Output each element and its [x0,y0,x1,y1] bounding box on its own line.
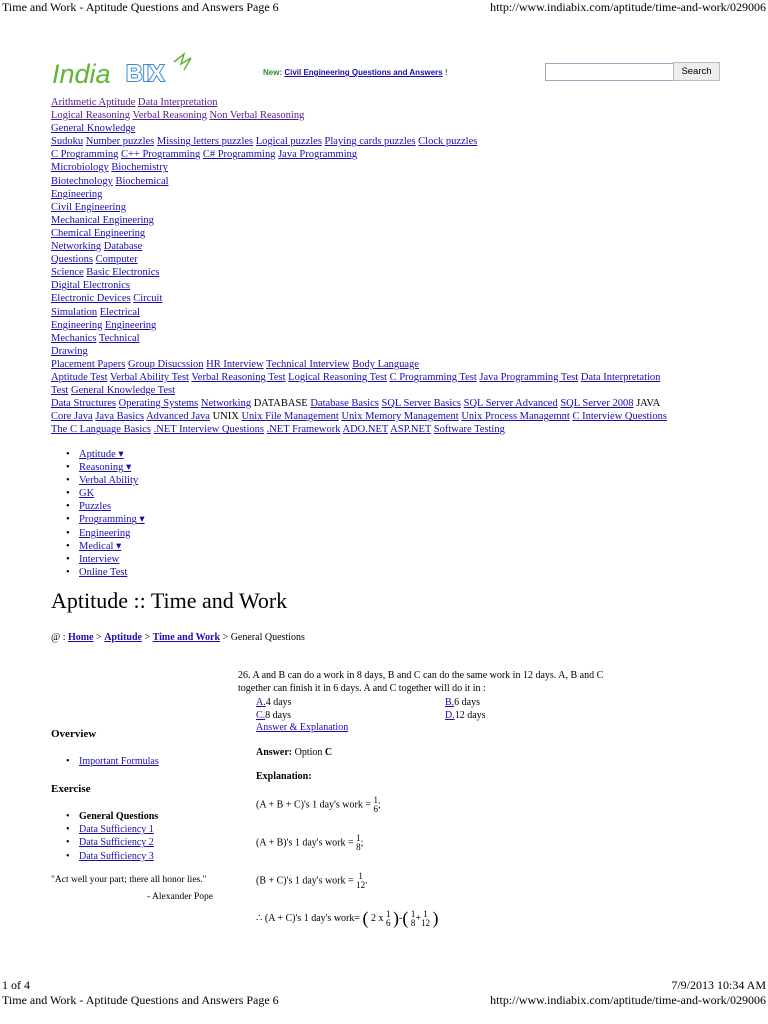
exercise-heading: Exercise [51,783,91,795]
menu-link[interactable]: Puzzles [79,501,112,513]
menu-item [66,474,145,487]
denominator: 12 [356,880,366,890]
fraction [373,796,378,814]
denominator: 8 [410,917,416,928]
menu-link[interactable]: Reasoning ▾ [79,462,132,474]
nav-link[interactable]: SQL Server Advanced [463,398,558,410]
nav-link[interactable]: Verbal Reasoning Test [191,371,286,383]
quote-author: - Alexander Pope [147,892,213,902]
breadcrumb-prefix: @ : [51,632,68,643]
menu-link[interactable]: GK [79,488,95,500]
nav-link[interactable]: Java Programming [278,149,358,161]
nav-link-row [51,253,711,266]
numerator: 1 [423,908,428,919]
nav-link[interactable]: Operating Systems [118,398,199,410]
exercise-current: General Questions [79,811,159,822]
exercise-item [66,836,158,849]
fraction [386,910,391,928]
nav-link-row [51,384,711,397]
nav-link[interactable]: Engineering [104,319,157,331]
fraction [411,910,416,928]
fraction [421,910,430,928]
nav-link-row [51,175,711,188]
breadcrumb-current: General Questions [230,632,305,643]
numerator: 1 [373,795,378,805]
nav-link[interactable]: Data Interpretation [137,97,218,108]
nav-link[interactable]: Drawing [51,345,88,357]
option-b [445,697,480,708]
equation-3-text: (B + C)'s 1 day's work = [256,875,354,887]
footer-url: http://www.indiabix.com/aptitude/time-and-work/029006 [490,993,766,1007]
nav-link[interactable]: Verbal Reasoning [132,110,207,122]
nav-link-row [51,96,711,109]
quote-text: "Act well your part; there all honor lies." [51,875,207,885]
nav-link[interactable]: C Interview Questions [572,411,667,423]
announcement-suffix: ! [442,68,448,77]
nav-link[interactable]: Microbiology [51,162,109,174]
nav-link[interactable]: Data Structures [51,398,117,410]
equation-1-text: (A + B + C)'s 1 day's work = [256,799,371,811]
announcement [263,68,448,77]
overview-item [66,755,159,768]
nav-link[interactable]: ADO.NET [342,424,389,436]
footer-title: Time and Work - Aptitude Questions and Answers Page 6 [2,993,279,1007]
logo-graphic [50,52,200,92]
nav-link-row [51,358,711,371]
nav-link-row [51,410,711,423]
print-url: http://www.indiabix.com/aptitude/time-and-work/029006 [490,0,766,14]
nav-plain-text: JAVA [636,398,661,410]
nav-link[interactable]: Clock puzzles [418,136,478,148]
menu-item [66,448,145,461]
overview-heading: Overview [51,728,97,740]
nav-link[interactable]: Test [51,385,69,397]
nav-link-row [51,279,711,292]
nav-link[interactable]: Mechanical Engineering [51,214,154,226]
nav-link-row [51,240,711,253]
data-sufficiency-3-link[interactable]: Data Sufficiency 3 [79,850,154,862]
main-menu [66,448,145,579]
nav-link-row [51,227,711,240]
nav-link-row [51,292,711,305]
menu-item [66,540,145,553]
announcement-prefix: New: [263,68,285,77]
breadcrumb-sep: > [93,632,105,643]
print-title: Time and Work - Aptitude Questions and Answers Page 6 [2,0,279,14]
nav-link[interactable]: Playing cards puzzles [324,136,416,148]
data-sufficiency-1-link[interactable]: Data Sufficiency 1 [79,824,154,836]
nav-link[interactable]: SQL Server Basics [381,398,461,410]
nav-link[interactable]: Digital Electronics [51,280,131,292]
menu-link[interactable]: Engineering [79,527,131,539]
nav-link[interactable]: Unix File Management [241,411,339,423]
nav-link[interactable]: Basic Electronics [86,267,160,279]
nav-link[interactable]: .NET Interview Questions [153,424,264,436]
nav-link-row [51,306,711,319]
answer-value: Option [292,747,325,758]
equation-1: (A + B + C)'s 1 day's work = 1 6 ; [256,795,381,814]
nav-link-row [51,371,711,384]
nav-link-row [51,345,711,358]
nav-link-row [51,161,711,174]
nav-link[interactable]: Java Basics [95,411,145,423]
search-button[interactable]: Search [673,62,720,81]
option-b-text: 6 days [454,697,481,708]
nav-link[interactable]: Sudoku [51,136,84,148]
nav-link[interactable]: Simulation [51,306,98,318]
overview-list [66,755,159,768]
nav-link[interactable]: Database [103,241,143,253]
exercise-item [66,810,158,823]
explanation-label: Explanation: [256,771,312,782]
nav-link-row [51,135,711,148]
nav-link[interactable]: Technical Interview [266,358,350,370]
numerator: 1 [358,871,363,881]
menu-link[interactable]: Interview [79,553,120,565]
question-number: 26. [238,670,251,681]
option-a-key[interactable]: A. [256,697,266,708]
nav-link-row [51,397,711,410]
nav-link[interactable]: Body Language [352,358,419,370]
breadcrumb [51,632,305,643]
question-block [238,670,628,695]
nav-link[interactable]: ASP.NET [390,424,432,436]
menu-item [66,487,145,500]
nav-link[interactable]: Advanced Java [146,411,210,423]
page-title: Aptitude :: Time and Work [51,588,288,613]
option-a [256,697,292,708]
menu-item [66,566,145,579]
nav-link[interactable]: Placement Papers [51,358,126,370]
nav-link[interactable]: Mechanics [51,332,97,344]
menu-link[interactable]: Programming ▾ [79,514,145,526]
answer-explanation-link[interactable]: Answer & Explanation [256,722,349,733]
nav-link[interactable]: Biotechnology [51,175,113,187]
nav-link[interactable]: C++ Programming [121,149,201,161]
answer-line [256,747,332,758]
fraction [356,872,365,890]
denominator: 8 [356,842,361,852]
equation-4-text: ∴ (A + C)'s 1 day's work= [256,912,361,924]
nav-link[interactable]: Software Testing [433,424,505,436]
nav-link[interactable]: Networking [51,241,102,253]
nav-link[interactable]: Missing letters puzzles [156,136,254,148]
nav-link[interactable]: Electrical [99,306,140,318]
nav-link[interactable]: SQL Server 2008 [560,398,634,410]
equation-4-two: 2 x [371,912,384,924]
answer-option: C [324,747,333,758]
nav-link[interactable]: Verbal Ability Test [109,371,189,383]
option-c-key[interactable]: C. [256,710,266,721]
nav-link-row [51,201,711,214]
nav-link-row [51,122,711,135]
nav-link[interactable]: Biochemical [115,175,169,187]
menu-link[interactable]: Aptitude ▾ [79,449,124,460]
data-sufficiency-2-link[interactable]: Data Sufficiency 2 [79,837,154,849]
nav-link[interactable]: Aptitude Test [51,371,108,383]
breadcrumb-home[interactable]: Home [68,632,94,643]
important-formulas-link[interactable]: Important Formulas [79,756,159,767]
nav-link[interactable]: Group Disucssion [127,358,204,370]
nav-link[interactable]: Computer [95,254,138,266]
equation-2: (A + B)'s 1 day's work = 1 8 ; [256,833,364,852]
nav-link[interactable]: Logical puzzles [255,136,322,148]
numerator: 1 [386,908,391,919]
nav-link[interactable]: Questions [51,254,93,266]
logo-india-text: India [52,59,111,89]
search-input[interactable] [545,63,676,81]
menu-link[interactable]: Online Test [79,566,128,578]
option-b-key[interactable]: B. [445,697,455,708]
nav-link[interactable]: Database Basics [310,398,379,410]
question-text: A and B can do a work in 8 days, B and C can do the same work in 12 days. A, B and C together can finish it in 6 days. A and C together will do it in : [238,670,604,694]
nav-link[interactable]: Electronic Devices [51,293,131,305]
option-c [256,710,291,721]
breadcrumb-aptitude[interactable]: Aptitude [104,632,142,643]
option-d-text: 12 days [454,710,486,721]
nav-link[interactable]: Arithmetic Aptitude [51,97,136,108]
nav-link[interactable]: The C Language Basics [51,424,152,436]
nav-link[interactable]: General Knowledge Test [70,385,176,397]
nav-link[interactable]: Biochemistry [111,162,168,174]
nav-link-row [51,423,711,436]
menu-item [66,513,145,526]
denominator: 6 [386,917,391,928]
denominator: 6 [373,804,378,814]
indiabix-logo[interactable] [50,52,200,92]
nav-link[interactable]: Engineering [51,188,103,200]
nav-link[interactable]: Unix Memory Management [341,411,459,423]
logo-bix-text: BIX [126,60,165,86]
exercise-item [66,823,158,836]
nav-link[interactable]: Circuit [133,293,163,305]
equation-4: ∴ (A + C)'s 1 day's work= ( 2 x 1 6 )-( 1 8 + 1 12 ) [256,908,439,928]
option-d [445,710,486,721]
denominator: 12 [421,917,431,928]
nav-link[interactable]: C Programming [51,149,119,161]
nav-link-row [51,266,711,279]
nav-link[interactable]: Chemical Engineering [51,227,146,239]
nav-link[interactable]: Networking [200,398,252,410]
nav-link[interactable]: Core Java [51,411,93,423]
breadcrumb-sep: > [220,632,231,643]
print-datetime: 7/9/2013 10:34 AM [671,978,766,992]
fraction [356,834,361,852]
nav-link-row [51,148,711,161]
nav-link-row [51,319,711,332]
menu-link[interactable]: Medical ▾ [79,540,122,552]
equation-2-text: (A + B)'s 1 day's work = [256,837,354,849]
nav-link[interactable]: .NET Framework [266,424,341,436]
nav-link[interactable]: Data Interpretation [580,371,661,383]
answer-label: Answer: [256,747,293,758]
option-a-text: 4 days [265,697,292,708]
nav-link[interactable]: Technical [98,332,140,344]
nav-link[interactable]: HR Interview [206,358,264,370]
menu-item [66,500,145,513]
nav-link[interactable]: Java Programming Test [479,371,579,383]
numerator: 1 [410,908,416,919]
nav-plain-text: UNIX [212,411,239,423]
menu-link[interactable]: Verbal Ability [79,475,139,487]
menu-item [66,553,145,566]
exercise-list [66,810,158,863]
nav-link[interactable]: Unix Process Managemnt [461,411,570,423]
nav-link-row [51,109,711,122]
nav-link[interactable]: Logical Reasoning [51,110,131,122]
nav-link[interactable]: Non Verbal Reasoning [209,110,305,122]
nav-link[interactable]: Engineering [51,319,103,331]
numerator: 1 [356,833,361,843]
nav-link-row [51,214,711,227]
page-count: 1 of 4 [2,978,30,992]
nav-plain-text: DATABASE [253,398,308,410]
menu-item [66,461,145,474]
nav-link[interactable]: Science [51,267,84,279]
exercise-item [66,850,158,863]
nav-link-row [51,188,711,201]
equation-3: (B + C)'s 1 day's work = 1 12 . [256,871,368,890]
menu-item [66,527,145,540]
nav-link[interactable]: Civil Engineering [51,201,126,213]
nav-link[interactable]: Logical Reasoning Test [288,371,387,383]
nav-link-row [51,332,711,345]
announcement-link[interactable]: Civil Engineering Questions and Answers [284,68,443,77]
category-links [51,96,711,436]
option-d-key[interactable]: D. [445,710,455,721]
nav-link[interactable]: General Knowledge [51,123,136,135]
breadcrumb-sep: > [141,632,153,643]
nav-link[interactable]: C# Programming [202,149,276,161]
option-c-text: 8 days [265,710,292,721]
breadcrumb-topic[interactable]: Time and Work [152,632,221,643]
nav-link[interactable]: C Programming Test [389,371,477,383]
nav-link[interactable]: Number puzzles [85,136,155,148]
